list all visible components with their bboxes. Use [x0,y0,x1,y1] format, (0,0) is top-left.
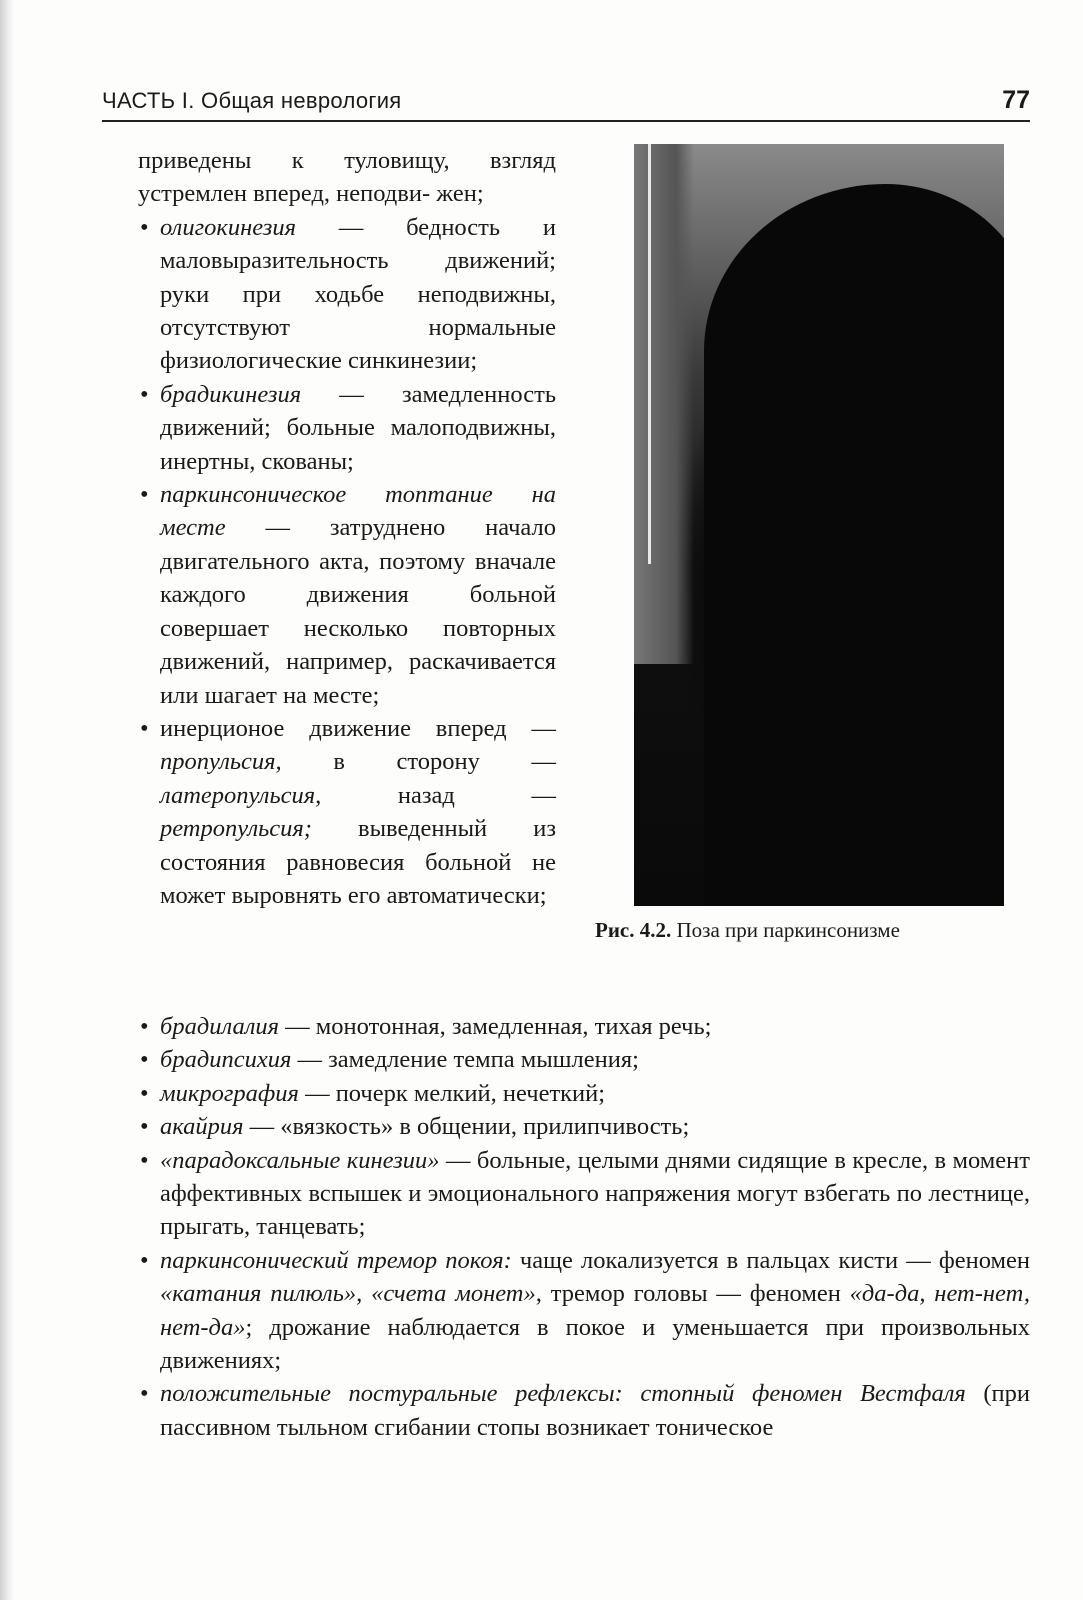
list-item-text: — замедленность движений; больные малоподвижны, инертны, скованы; [160,380,556,475]
list-item [138,1043,1030,1076]
continuation-line: приведены к туловищу, взгляд [138,147,556,174]
continuation-line: жен; [436,180,484,208]
page-header [102,86,1030,122]
scan-edge [0,0,14,1600]
list-item-term: положительные постуральные рефлексы: стопный феномен Вестфаля [160,1380,966,1408]
list-item-inertia [138,712,556,912]
list-item-term: микрография [160,1079,299,1107]
list-item-term: олигокинезия [160,213,296,241]
list-item-text: — больные, целыми днями сидящие в кресле, в момент аффективных вспышек и эмоционального напряжения могут взбегать по лестнице, прыгать, танцевать; [160,1146,1030,1241]
list-item-postural [138,1377,1030,1444]
list-item-term: брадикинезия [160,380,302,408]
list-item [138,1110,1030,1143]
list-item [138,1077,1030,1110]
list-item-term: пропульсия, [160,748,282,776]
list-item-text: ; дрожание наблюдается в покое и уменьшается при произвольных движениях; [160,1313,1030,1375]
page-number: 77 [1002,86,1030,114]
list-item-tremor [138,1244,1030,1378]
list-item-text: — затруднено начало двигательного акта, поэтому вначале каждого движения больной совершает несколько повторных движений, например, раскачивается или шагает на месте; [160,514,556,709]
list-item-term: акайрия [160,1113,244,1141]
figure-caption [595,916,1035,944]
list-item-term: «парадоксальные кинезии» [160,1146,440,1174]
list-item-term: паркинсонический тремор покоя: [160,1246,512,1274]
list-item-text: инерционое движение вперед — [160,714,556,742]
column-text [138,144,556,912]
list-item-term: брадипсихия [160,1046,292,1074]
list-item-text: в сторону — [281,748,556,776]
list-item-text: выведенный из состояния равновесия больной не может выровнять его автоматически; [160,815,556,909]
continuation-paragraph [138,144,556,211]
list-item-text: (при пассивном тыльном сгибании стопы возникает тоническое [160,1380,1030,1441]
list-item-term: брадилалия [160,1013,280,1040]
running-head: ЧАСТЬ I. Общая неврология [102,88,402,113]
list-item-text: — почерк мелкий, нечеткий; [298,1079,606,1107]
list-item-text: — монотонная, замедленная, тихая речь; [279,1013,712,1040]
list-item-term: паркинсоническое топтание на месте [160,481,556,542]
list-item [138,1144,1030,1244]
figure-caption-label: Рис. 4.2. [595,918,672,942]
full-width-text [138,1010,1030,1444]
list-item-term: ретропульсия; [160,815,312,843]
figure-caption-text: Поза при паркинсонизме [671,918,900,942]
list-item-text: — замедление темпа мышления; [291,1046,639,1074]
list-item-term: «да-да, нет-нет, нет-да» [160,1280,1030,1341]
list-item-text: чаще локализуется в пальцах кисти — феномен [511,1246,1031,1274]
list-item-text: , тремор головы — феномен [535,1280,850,1308]
continuation-line: устремлен вперед, неподви- [138,180,431,208]
list-item-text: назад — [321,781,556,809]
list-item [138,478,556,712]
list-item-text: — «вязкость» в общении, прилипчивость; [243,1113,690,1141]
list-item [138,211,556,378]
list-item [138,378,556,478]
figure-silhouette [704,184,1004,906]
list-item [138,1010,1030,1043]
list-item-term: «катания пилюль», «счета монет» [160,1280,536,1308]
list-item-term: латеропульсия, [160,781,322,809]
list-item-text: — бедность и маловыразительность движений; руки при ходьбе неподвижны, отсутствуют нормальные физиологические синкинезии; [160,213,556,375]
figure-pole [648,144,651,564]
figure-photo-parkinsonism-posture [634,144,1004,906]
